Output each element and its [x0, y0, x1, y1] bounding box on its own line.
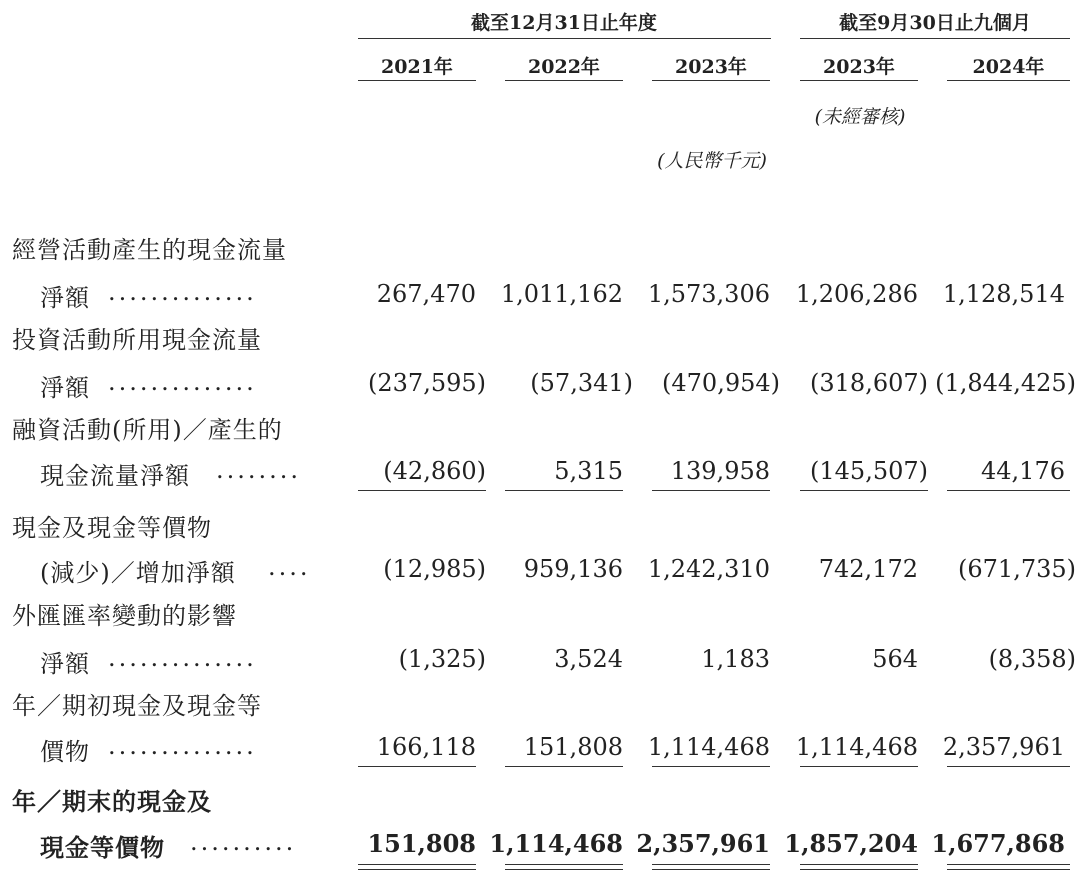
value-cell: 5,315 — [554, 457, 623, 485]
row-label-closing-cash: 年／期末的現金及 — [12, 787, 212, 816]
total-double-rule — [800, 864, 918, 865]
value-cell: (671,735) — [958, 555, 1076, 583]
value-cell: (8,358) — [988, 645, 1076, 673]
row-label-opening-cash: 年／期初現金及現金等 — [12, 692, 262, 720]
subtotal-rule — [947, 490, 1070, 491]
value-cell: 742,172 — [818, 555, 918, 583]
subtotal-rule — [947, 766, 1070, 767]
row-label-operating-net: 淨額 — [40, 284, 90, 312]
value-cell: 139,958 — [670, 457, 770, 485]
value-cell: (57,341) — [530, 369, 633, 397]
year-rule — [505, 80, 623, 81]
year-rule — [947, 80, 1070, 81]
total-double-rule — [800, 869, 918, 870]
year-header-2024-9m: 2024年 — [972, 56, 1045, 78]
total-double-rule — [358, 869, 476, 870]
total-value-cell: 1,114,468 — [489, 829, 623, 858]
subtotal-rule — [358, 490, 486, 491]
leader-dots: .............. — [108, 278, 257, 306]
row-label-fx-effect: 外匯匯率變動的影響 — [12, 602, 237, 630]
header-fiscal-year-rule — [358, 38, 771, 39]
leader-dots: .... — [268, 553, 311, 581]
subtotal-rule — [652, 490, 770, 491]
leader-dots: .............. — [108, 644, 257, 672]
row-label-investing-net: 淨額 — [40, 374, 90, 402]
value-cell: (12,985) — [383, 555, 486, 583]
row-label-financing-net: 現金流量淨額 — [40, 462, 190, 490]
row-label-net-change: 現金及現金等價物 — [12, 514, 212, 542]
value-cell: 3,524 — [554, 645, 623, 673]
total-value-cell: 151,808 — [367, 829, 476, 858]
total-double-rule — [505, 864, 623, 865]
value-cell: (145,507) — [810, 457, 928, 485]
value-cell: 151,808 — [523, 733, 623, 761]
subtotal-rule — [652, 766, 770, 767]
value-cell: 1,114,468 — [647, 733, 770, 761]
total-value-cell: 1,857,204 — [784, 829, 918, 858]
total-double-rule — [652, 864, 770, 865]
leader-dots: .............. — [108, 368, 257, 396]
value-cell: 1,183 — [701, 645, 770, 673]
year-header-2021: 2021年 — [381, 56, 453, 78]
value-cell: 166,118 — [376, 733, 476, 761]
subtotal-rule — [800, 490, 928, 491]
header-fiscal-year-group: 截至12月31日止年度 — [471, 12, 657, 34]
value-cell: 1,114,468 — [795, 733, 918, 761]
total-value-cell: 1,677,868 — [931, 829, 1065, 858]
unaudited-note: (未經審核) — [814, 106, 906, 128]
value-cell: 1,573,306 — [647, 280, 770, 308]
leader-dots: .............. — [108, 732, 257, 760]
value-cell: (318,607) — [810, 369, 928, 397]
value-cell: (470,954) — [662, 369, 780, 397]
value-cell: 1,242,310 — [647, 555, 770, 583]
row-label-fx-effect-net: 淨額 — [40, 650, 90, 678]
header-nine-months-group: 截至9月30日止九個月 — [839, 12, 1031, 34]
year-rule — [800, 80, 918, 81]
header-nine-months-rule — [800, 38, 1070, 39]
total-double-rule — [947, 869, 1070, 870]
value-cell: 1,011,162 — [500, 280, 623, 308]
year-rule — [652, 80, 770, 81]
year-header-2023-9m: 2023年 — [823, 56, 895, 78]
subtotal-rule — [505, 766, 623, 767]
value-cell: 959,136 — [523, 555, 623, 583]
currency-unit-note: (人民幣千元) — [657, 150, 767, 172]
subtotal-rule — [800, 766, 918, 767]
total-value-cell: 2,357,961 — [636, 829, 770, 858]
leader-dots: .......... — [190, 828, 297, 856]
value-cell: (237,595) — [368, 369, 486, 397]
row-label-net-change-2: (減少)／增加淨額 — [40, 559, 236, 587]
value-cell: 2,357,961 — [942, 733, 1065, 761]
year-header-2022: 2022年 — [528, 56, 600, 78]
row-label-opening-cash-2: 價物 — [40, 738, 90, 766]
value-cell: 564 — [872, 645, 918, 673]
total-double-rule — [652, 869, 770, 870]
total-double-rule — [947, 864, 1070, 865]
value-cell: (42,860) — [383, 457, 486, 485]
subtotal-rule — [505, 490, 623, 491]
total-double-rule — [358, 864, 476, 865]
value-cell: (1,844,425) — [935, 369, 1076, 397]
row-label-financing: 融資活動(所用)／產生的 — [12, 416, 283, 444]
row-label-operating: 經營活動產生的現金流量 — [12, 236, 287, 264]
value-cell: (1,325) — [398, 645, 486, 673]
value-cell: 44,176 — [981, 457, 1065, 485]
year-header-2023: 2023年 — [675, 56, 747, 78]
subtotal-rule — [358, 766, 476, 767]
value-cell: 1,128,514 — [942, 280, 1065, 308]
row-label-investing: 投資活動所用現金流量 — [12, 326, 262, 354]
total-double-rule — [505, 869, 623, 870]
year-rule — [358, 80, 476, 81]
value-cell: 267,470 — [376, 280, 476, 308]
row-label-closing-cash-2: 現金等價物 — [40, 833, 165, 862]
value-cell: 1,206,286 — [795, 280, 918, 308]
leader-dots: ........ — [216, 456, 302, 484]
